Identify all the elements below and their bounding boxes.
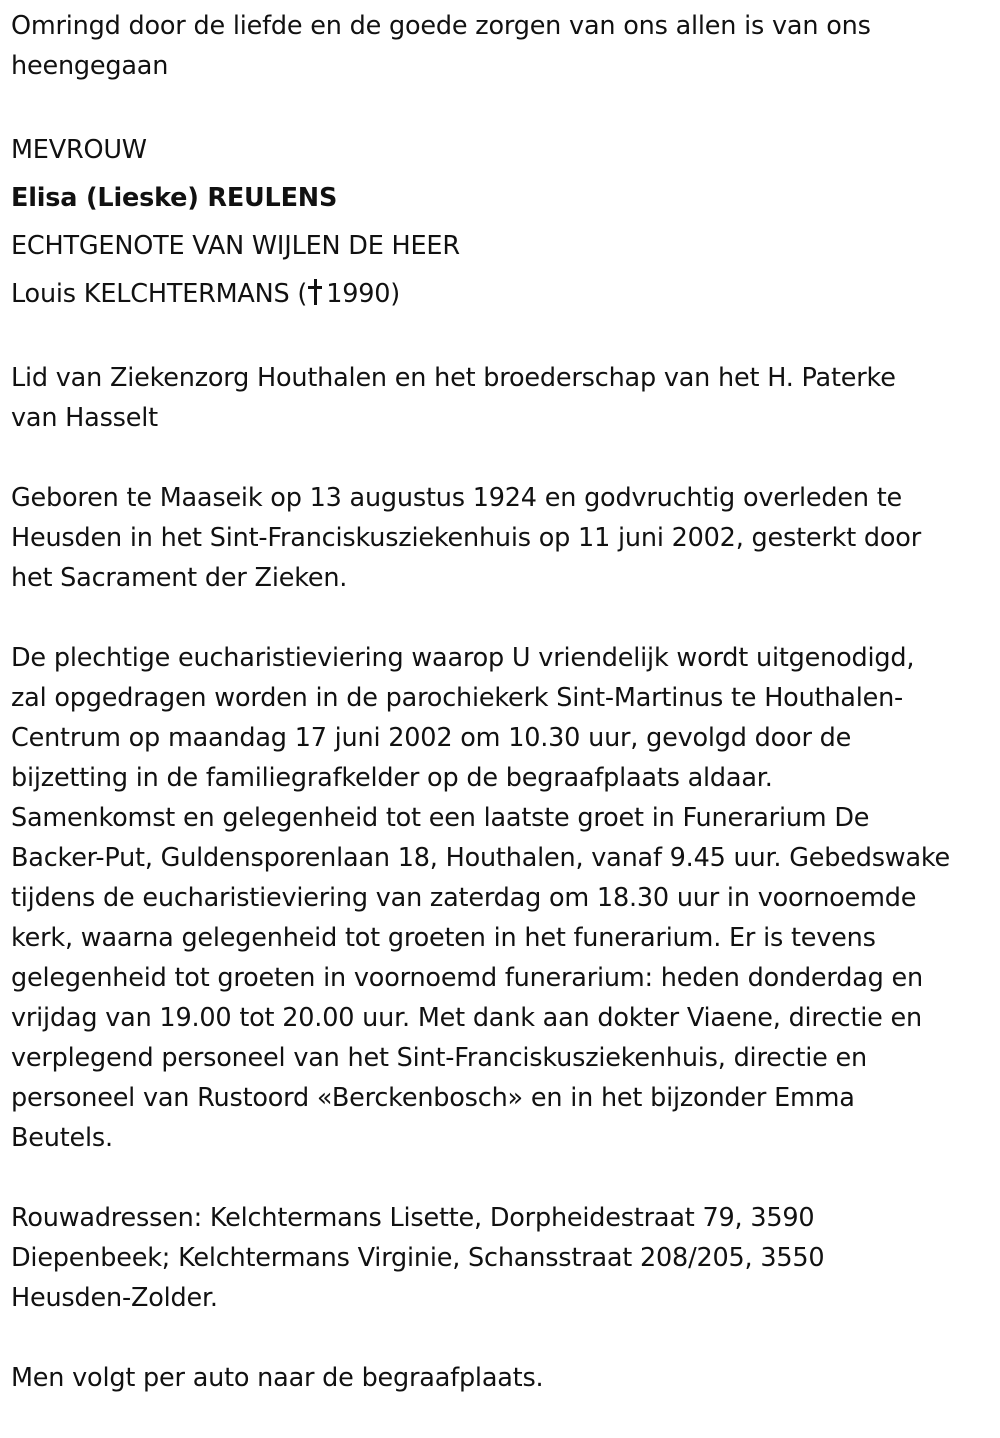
address-line: Heusden-Zolder. — [11, 1283, 218, 1313]
ceremony-line: vrijdag van 19.00 tot 20.00 uur. Met dank aan dokter Viaene, directie en — [11, 1003, 922, 1033]
ceremony-line: personeel van Rustoord «Berckenbosch» en in het bijzonder Emma — [11, 1083, 855, 1113]
ceremony-line: De plechtige eucharistieviering waarop U vriendelijk wordt uitgenodigd, — [11, 643, 915, 673]
membership-line: van Hasselt — [11, 403, 158, 433]
ceremony-line: Samenkomst en gelegenheid tot een laatste groet in Funerarium De — [11, 803, 870, 833]
spouse-name: Louis KELCHTERMANS ( — [11, 279, 308, 309]
closing-paragraph — [11, 1358, 996, 1398]
ceremony-line: verplegend personeel van het Sint-Franciskusziekenhuis, directie en — [11, 1043, 868, 1073]
membership-paragraph — [11, 358, 996, 438]
intro-line: heengegaan — [11, 51, 169, 81]
birth-death-line: Heusden in het Sint-Franciskusziekenhuis op 11 juni 2002, gesterkt door — [11, 523, 921, 553]
obituary-notice — [11, 6, 996, 1438]
birth-death-line: het Sacrament der Zieken. — [11, 563, 348, 593]
address-line: Rouwadressen: Kelchtermans Lisette, Dorpheidestraat 79, 3590 — [11, 1203, 815, 1233]
ceremony-line: tijdens de eucharistieviering van zaterdag om 18.30 uur in voornoemde — [11, 883, 917, 913]
membership-line: Lid van Ziekenzorg Houthalen en het broederschap van het H. Paterke — [11, 363, 896, 393]
spouse-line — [11, 270, 996, 318]
birth-death-line: Geboren te Maaseik op 13 augustus 1924 en godvruchtig overleden te — [11, 483, 903, 513]
latin-cross-icon — [308, 279, 322, 305]
intro-paragraph — [11, 6, 996, 86]
address-line: Diepenbeek; Kelchtermans Virginie, Schansstraat 208/205, 3550 — [11, 1243, 825, 1273]
closing-line: Men volgt per auto naar de begraafplaats. — [11, 1363, 544, 1393]
ceremony-paragraph — [11, 638, 996, 1158]
deceased-name: Elisa (Lieske) REULENS — [11, 183, 338, 213]
ceremony-line: kerk, waarna gelegenheid tot groeten in het funerarium. Er is tevens — [11, 923, 876, 953]
deceased-title: MEVROUW — [11, 135, 147, 165]
spouse-death-year: 1990) — [326, 279, 401, 309]
ceremony-line: zal opgedragen worden in de parochiekerk Sint-Martinus te Houthalen- — [11, 683, 904, 713]
addresses-paragraph — [11, 1198, 996, 1318]
ceremony-line: Beutels. — [11, 1123, 113, 1153]
ceremony-line: bijzetting in de familiegrafkelder op de begraafplaats aldaar. — [11, 763, 773, 793]
birth-death-paragraph — [11, 478, 996, 598]
deceased-block — [11, 126, 996, 318]
spouse-prefix: ECHTGENOTE VAN WIJLEN DE HEER — [11, 231, 460, 261]
ceremony-line: gelegenheid tot groeten in voornoemd funerarium: heden donderdag en — [11, 963, 924, 993]
ceremony-line: Centrum op maandag 17 juni 2002 om 10.30 uur, gevolgd door de — [11, 723, 852, 753]
intro-line: Omringd door de liefde en de goede zorgen van ons allen is van ons — [11, 11, 871, 41]
ceremony-line: Backer-Put, Guldensporenlaan 18, Houthalen, vanaf 9.45 uur. Gebedswake — [11, 843, 951, 873]
